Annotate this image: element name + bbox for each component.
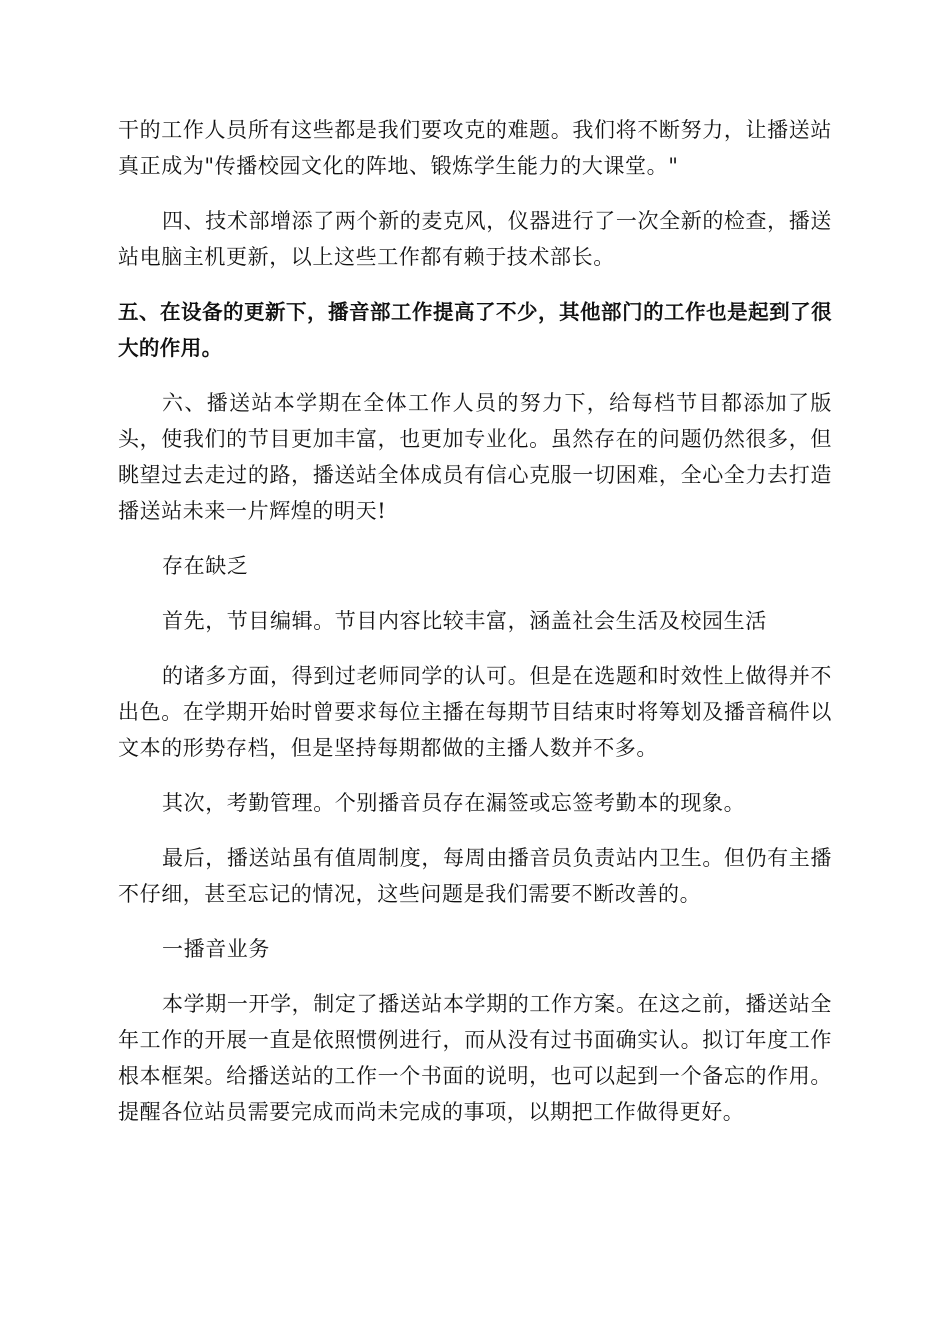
paragraph-first-point: 首先，节目编辑。节目内容比较丰富，涵盖社会生活及校园生活 (162, 609, 767, 633)
paragraph-continuation: 干的工作人员所有这些都是我们要攻克的难题。我们将不断努力，让播送站真正成为"传播校园文化的阵地、锻炼学生能力的大课堂。" (118, 118, 832, 178)
paragraph-station-summary: 六、播送站本学期在全体工作人员的努力下，给每档节目都添加了版头，使我们的节目更加丰富，也更加专业化。虽然存在的问题仍然很多，但眺望过去走过的路，播送站全体成员有信心克服一切困难，全心全力去打造播送站未来一片辉煌的明天! (118, 391, 832, 523)
paragraph-tech-department: 四、技术部增添了两个新的麦克风，仪器进行了一次全新的检查，播送站电脑主机更新，以上这些工作都有赖于技术部长。 (118, 209, 832, 269)
heading-broadcast-business: 一播音业务 (162, 937, 270, 961)
paragraph-equipment-bold: 五、在设备的更新下，播音部工作提高了不少，其他部门的工作也是起到了很大的作用。 (118, 300, 832, 360)
paragraph-first-point-cont: 的诸多方面，得到过老师同学的认可。但是在选题和时效性上做得并不出色。在学期开始时曾要求每位主播在每期节目结束时将筹划及播音稿件以文本的形势存档，但是坚持每期都做的主播人数并不多。 (118, 664, 832, 760)
paragraph-work-plan: 本学期一开学，制定了播送站本学期的工作方案。在这之前，播送站全年工作的开展一直是依照惯例进行，而从没有过书面确实认。拟订年度工作根本框架。给播送站的工作一个书面的说明，也可以起到一个备忘的作用。提醒各位站员需要完成而尚未完成的事项，以期把工作做得更好。 (118, 992, 832, 1124)
paragraph-second-point: 其次，考勤管理。个别播音员存在漏签或忘签考勤本的现象。 (162, 791, 746, 815)
heading-shortcomings: 存在缺乏 (162, 554, 249, 578)
paragraph-last-point: 最后，播送站虽有值周制度，每周由播音员负责站内卫生。但仍有主播不仔细，甚至忘记的情况，这些问题是我们需要不断改善的。 (118, 846, 832, 906)
document-page (118, 112, 832, 1149)
